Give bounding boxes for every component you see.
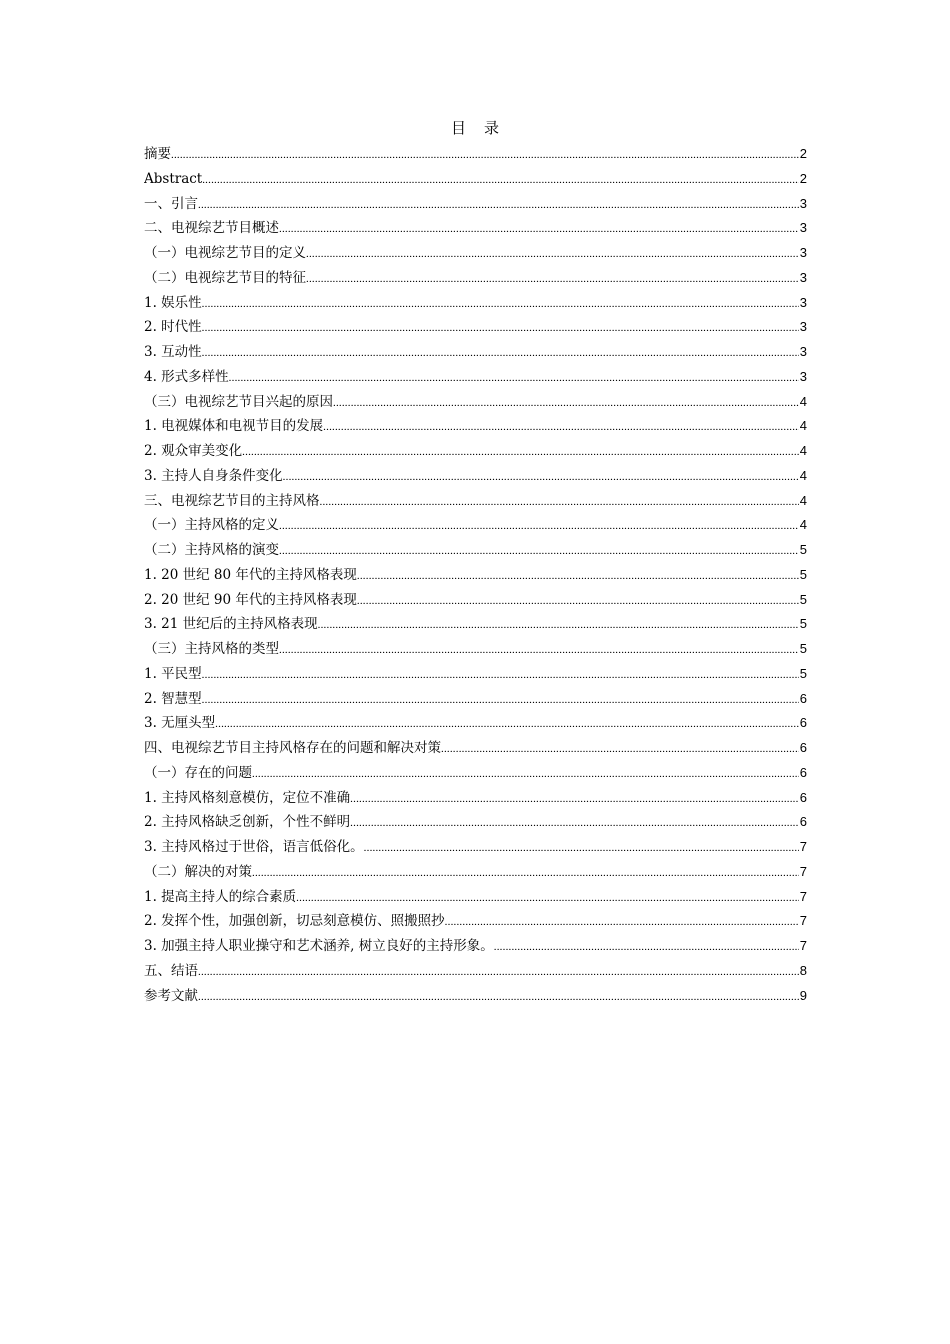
toc-entry-label: 1. 20 世纪 80 年代的主持风格表现: [144, 566, 357, 583]
toc-entry-page: 4: [799, 443, 807, 458]
toc-entry-page: 8: [799, 962, 807, 978]
toc-entry[interactable]: [144, 662, 807, 687]
toc-entry-label: （一）电视综艺节目的定义: [144, 245, 306, 261]
toc-entry-page: 4: [799, 492, 807, 508]
toc-leader-dots: [171, 143, 799, 167]
toc-entry-page: 4: [799, 467, 807, 483]
toc-entry[interactable]: [144, 390, 807, 415]
toc-leader-dots: [242, 440, 799, 464]
toc-leader-dots: [323, 415, 799, 439]
toc-entry[interactable]: [144, 687, 807, 712]
toc-leader-dots: [202, 663, 799, 687]
toc-entry-label: 1. 主持风格刻意模仿，定位不准确: [144, 789, 351, 806]
toc-entry[interactable]: [144, 761, 807, 786]
toc-entry-page: 5: [799, 566, 807, 582]
toc-entry-page: 9: [799, 987, 807, 1003]
toc-entry[interactable]: [144, 563, 807, 588]
toc-entry-page: 3: [799, 245, 807, 260]
toc-entry-label: 五、结语: [144, 962, 198, 979]
toc-entry-page: 3: [799, 368, 807, 384]
toc-entry-label: （三）主持风格的类型: [144, 641, 279, 657]
toc-entry-page: 7: [799, 863, 807, 879]
toc-entry-label: （一）主持风格的定义: [144, 517, 279, 534]
toc-entry-label: 3. 无厘头型: [144, 715, 216, 732]
toc-leader-dots: [320, 490, 799, 514]
toc-leader-dots: [279, 217, 799, 241]
toc-leader-dots: [198, 193, 799, 217]
toc-entry[interactable]: [144, 934, 807, 959]
toc-entry[interactable]: [144, 464, 807, 489]
toc-leader-dots: [350, 811, 799, 835]
toc-entry[interactable]: [144, 835, 807, 860]
toc-entry-label: 2. 智慧型: [144, 690, 202, 707]
toc-leader-dots: [198, 960, 799, 984]
toc-entry-label: Abstract: [144, 170, 203, 187]
toc-leader-dots: [202, 341, 799, 365]
toc-entry[interactable]: [144, 588, 807, 613]
toc-entry[interactable]: [144, 192, 807, 217]
toc-leader-dots: [279, 514, 799, 538]
toc-entry-label: 四、电视综艺节目主持风格存在的问题和解决对策: [144, 740, 441, 756]
toc-entry[interactable]: [144, 637, 807, 662]
toc-entry-label: 一、引言: [144, 195, 198, 212]
toc-entry-label: 3. 主持人自身条件变化: [144, 467, 283, 484]
toc-entry[interactable]: [144, 736, 807, 761]
toc-entry[interactable]: [144, 365, 807, 390]
toc-entry-label: 3. 加强主持人职业操守和艺术涵养, 树立良好的主持形象。: [144, 938, 494, 954]
toc-leader-dots: [364, 836, 799, 860]
toc-entry-label: 摘要: [144, 146, 171, 161]
toc-entry-page: 6: [799, 715, 807, 731]
toc-leader-dots: [306, 242, 799, 266]
toc-entry[interactable]: [144, 909, 807, 934]
toc-entry-page: 6: [799, 764, 807, 780]
toc-entry[interactable]: [144, 414, 807, 439]
toc-leader-dots: [279, 638, 799, 662]
toc-leader-dots: [445, 910, 799, 934]
toc-entry-label: 三、电视综艺节目的主持风格: [144, 492, 320, 509]
toc-entry[interactable]: [144, 167, 807, 192]
toc-leader-dots: [198, 985, 799, 1009]
toc-entry[interactable]: [144, 439, 807, 464]
toc-entry-page: 3: [799, 269, 807, 285]
toc-entry[interactable]: [144, 315, 807, 340]
toc-leader-dots: [333, 391, 799, 415]
toc-entry-page: 6: [799, 789, 807, 805]
toc-leader-dots: [306, 267, 799, 291]
toc-entry[interactable]: [144, 513, 807, 538]
toc-entry-label: 2. 发挥个性，加强创新，切忌刻意模仿、照搬照抄: [144, 913, 445, 930]
toc-leader-dots: [296, 886, 799, 910]
toc-leader-dots: [350, 787, 799, 811]
toc-leader-dots: [252, 762, 799, 786]
toc-leader-dots: [357, 589, 799, 613]
toc-entry-page: 6: [799, 690, 807, 706]
toc-entry[interactable]: [144, 612, 807, 637]
toc-entry-page: 5: [799, 616, 807, 632]
toc-leader-dots: [202, 168, 799, 192]
toc-entry[interactable]: [144, 340, 807, 365]
toc-entry-label: 3. 21 世纪后的主持风格表现: [144, 616, 318, 633]
toc-entry-page: 5: [799, 641, 807, 656]
toc-entry-label: 二、电视综艺节目概述: [144, 220, 279, 237]
toc-entry-label: 2. 观众审美变化: [144, 443, 243, 459]
toc-entry[interactable]: [144, 538, 807, 563]
toc-entry-page: 7: [799, 839, 807, 854]
toc-entry-page: 7: [799, 913, 807, 929]
toc-entry[interactable]: [144, 786, 807, 811]
toc-entry-label: 2. 20 世纪 90 年代的主持风格表现: [144, 591, 357, 608]
toc-entry[interactable]: [144, 711, 807, 736]
toc-entry-label: 4. 形式多样性: [144, 368, 229, 385]
toc-entry-page: 3: [799, 344, 807, 359]
toc-entry-page: 3: [799, 195, 807, 211]
toc-entry-page: 2: [799, 170, 807, 186]
toc-entry-label: 3. 互动性: [144, 344, 202, 360]
toc-entry[interactable]: [144, 241, 807, 266]
toc-entry-page: 3: [799, 294, 807, 310]
toc-entry-label: 3. 主持风格过于世俗，语言低俗化。: [144, 839, 364, 855]
table-of-contents: [144, 142, 807, 1008]
toc-leader-dots: [283, 465, 799, 489]
toc-leader-dots: [202, 292, 799, 316]
toc-entry[interactable]: [144, 959, 807, 984]
toc-leader-dots: [229, 366, 799, 390]
toc-entry[interactable]: [144, 885, 807, 910]
toc-entry-label: 参考文献: [144, 987, 198, 1004]
toc-entry-label: 1. 电视媒体和电视节目的发展: [144, 418, 324, 435]
toc-entry[interactable]: [144, 142, 807, 167]
toc-leader-dots: [357, 564, 799, 588]
page-title: [0, 117, 950, 138]
toc-entry-label: 2. 时代性: [144, 319, 202, 336]
toc-entry-label: （三）电视综艺节目兴起的原因: [144, 393, 333, 410]
toc-entry-page: 4: [799, 393, 807, 409]
toc-entry-page: 3: [799, 319, 807, 335]
toc-entry-page: 5: [799, 591, 807, 607]
toc-entry-page: 6: [799, 740, 807, 755]
toc-entry[interactable]: [144, 810, 807, 835]
toc-entry-page: 5: [799, 665, 807, 681]
toc-entry-page: 2: [799, 146, 807, 161]
title-char-2: 录: [484, 119, 500, 137]
toc-entry-label: 1. 娱乐性: [144, 294, 202, 311]
toc-leader-dots: [252, 861, 799, 885]
toc-entry-label: （二）主持风格的演变: [144, 542, 279, 558]
toc-entry[interactable]: [144, 266, 807, 291]
toc-entry-page: 5: [799, 542, 807, 557]
toc-leader-dots: [441, 737, 799, 761]
toc-entry[interactable]: [144, 216, 807, 241]
toc-entry-label: （一）存在的问题: [144, 764, 252, 781]
toc-entry-page: 4: [799, 418, 807, 434]
toc-entry-label: 1. 平民型: [144, 665, 202, 682]
toc-entry-page: 3: [799, 220, 807, 236]
toc-entry-label: （二）电视综艺节目的特征: [144, 269, 306, 286]
toc-entry[interactable]: [144, 291, 807, 316]
toc-entry-label: （二）解决的对策: [144, 863, 252, 880]
toc-entry-page: 4: [799, 517, 807, 533]
toc-entry[interactable]: [144, 489, 807, 514]
toc-leader-dots: [318, 613, 799, 637]
toc-leader-dots: [215, 712, 799, 736]
toc-entry-page: 6: [799, 814, 807, 830]
toc-entry-page: 7: [799, 888, 807, 904]
toc-leader-dots: [202, 688, 799, 712]
title-char-1: 目: [450, 119, 466, 137]
toc-entry-label: 1. 提高主持人的综合素质: [144, 888, 297, 905]
toc-entry-page: 7: [799, 938, 807, 953]
toc-leader-dots: [279, 539, 799, 563]
toc-leader-dots: [494, 935, 799, 959]
toc-leader-dots: [202, 316, 799, 340]
toc-entry[interactable]: [144, 860, 807, 885]
toc-entry[interactable]: [144, 984, 807, 1009]
toc-entry-label: 2. 主持风格缺乏创新，个性不鲜明: [144, 814, 351, 831]
